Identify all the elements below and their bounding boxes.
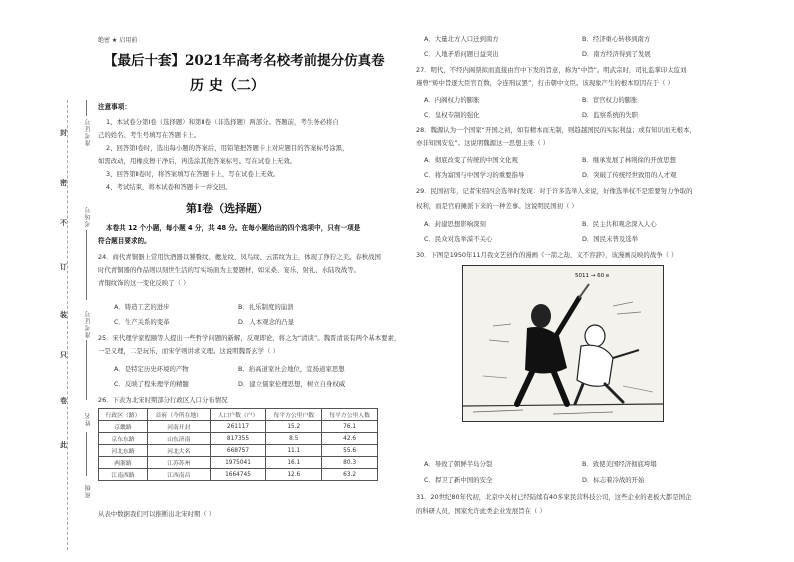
- binding-underline-2: [86, 230, 87, 300]
- table-header-row: [99, 409, 378, 421]
- binding-label-2: 考场号: [85, 206, 92, 227]
- table-cell: 261117: [210, 421, 266, 433]
- q25-stem-2: 一是义理，二是玩乐，而宋学则讲求义理。这说明魏晋玄学（ ）: [98, 347, 279, 355]
- table-cell: 江南西路: [99, 469, 148, 481]
- binding-char-5: 装: [60, 311, 67, 319]
- table-cell: 1975041: [210, 457, 266, 469]
- notes-line-1: 1、本试卷分第Ⅰ卷（选择题）和第Ⅱ卷（非选择题）两部分。答题前，考生务必将自: [106, 118, 339, 126]
- q28-stem-1: 28．魏源认为一个国家“开国之初，如有精本而无制，则趋越国民的实际利益；或有知识而无根本，: [416, 126, 696, 134]
- table-cell: 80.3: [322, 457, 378, 469]
- notes-line-3: 2、回答第Ⅰ卷时，选出每小题的答案后，用铅笔把答题卡上对应题目的答案标号涂黑，: [106, 144, 349, 152]
- table-cell: 55.6: [322, 445, 378, 457]
- q27-option-a[interactable]: A．内阁权力的膨胀: [424, 96, 480, 104]
- q29-option-b[interactable]: B．民主共和观念深入人心: [582, 220, 657, 228]
- table-cell: 11.1: [266, 445, 322, 457]
- q24-stem-2: 时代青铜器的作品则以刻世生活的写实场面为主要题材，如采桑、宴乐、射礼、水陆攻战等。: [98, 266, 361, 274]
- q28-option-b[interactable]: B．继承发展了林则徐的开放思想: [582, 156, 676, 164]
- binding-char-4: 订: [60, 263, 67, 271]
- table-header: 行政区（路）: [99, 409, 148, 421]
- table-cell: 8.5: [266, 433, 322, 445]
- prev-option-c[interactable]: C．人地矛盾问题日益突出: [424, 50, 499, 58]
- q29-stem-1: 29．民国初年，记者宋绍四会选举时发现：对于许多选举人来说，好像选举权不是需要努力争取的: [416, 187, 693, 195]
- q30-option-b[interactable]: B．致使美国经济彻底垮塌: [582, 460, 657, 468]
- binding-char-3: 不: [60, 219, 67, 227]
- q27-stem-2: 瑾曾“矫中旨逐大臣官百数，令连刑议罢”，打击朝中文臣。该现象产生的根本原因在于（ ）: [416, 79, 674, 87]
- table-row: [99, 457, 378, 469]
- binding-underline-3: [86, 340, 87, 400]
- table-row: [99, 445, 378, 457]
- table-cell: 山东济南: [148, 433, 211, 445]
- table-cell: 15.2: [266, 421, 322, 433]
- q30-option-a[interactable]: A．导致了朝鲜半岛分裂: [424, 460, 493, 468]
- q28-option-d[interactable]: D．突破了传统经世致用的人才观: [582, 171, 677, 179]
- binding-label-4: 姓名: [85, 412, 92, 426]
- table-cell: 河北东路: [99, 445, 148, 457]
- q24-option-a[interactable]: A．铸造工艺的进步: [114, 303, 170, 311]
- q25-option-c[interactable]: C．反映了程朱理学的精髓: [114, 380, 189, 388]
- binding-label-5: 班级: [85, 484, 92, 498]
- notes-line-6: 4、考试结束，将本试卷和答题卡一并交回。: [106, 183, 232, 191]
- table-cell: 河南开封: [148, 421, 211, 433]
- q30-option-c[interactable]: C．捍卫了新中国的安全: [424, 476, 493, 484]
- table-cell: 668757: [210, 445, 266, 457]
- war-cartoon-image: [462, 265, 664, 422]
- prev-option-a[interactable]: A．大量北方人口迁到南方: [424, 35, 499, 43]
- q24-option-d[interactable]: D．人本观念的凸显: [238, 318, 295, 326]
- table-header: 人口户数（户）: [210, 409, 266, 421]
- exam-title: 【最后十套】2021年高考名校考前提分仿真卷: [104, 53, 385, 69]
- subject-title: 历 史（二）: [190, 78, 265, 94]
- binding-char-8: 此: [60, 441, 67, 449]
- binding-char-1: 封: [60, 129, 67, 137]
- section-1-intro-1: 本卷共 12 个小题，每小题 4 分，共 48 分。在每小题给出的四个选项中，只有一项是: [106, 224, 361, 232]
- table-cell: 42.6: [322, 433, 378, 445]
- q29-stem-2: 权利，而是官府摊派下来的一种差事。这说明民国初（ ）: [416, 202, 578, 210]
- q25-option-b[interactable]: B．抬高道家社会地位，宣扬道家思想: [238, 365, 345, 373]
- binding-label-1: 准考证号: [85, 118, 92, 146]
- binding-underline-4: [86, 432, 87, 476]
- table-header: 每平方公里人数: [322, 409, 378, 421]
- q24-stem-1: 24．商代青铜器上常用饮酒器以饕餮纹、夔龙纹、凤鸟纹、云雷纹为主，体现了狰狞之美。春秋战国: [98, 253, 381, 261]
- table-cell: 63.2: [322, 469, 378, 481]
- binding-dashed-line: [67, 100, 68, 550]
- q27-option-d[interactable]: D．监察系统的失职: [582, 111, 639, 119]
- q25-option-d[interactable]: D．建立儒家伦理思想，树立自身权威: [238, 380, 346, 388]
- q29-option-c[interactable]: C．民众对选举漠不关心: [424, 235, 493, 243]
- cartoon-drawing: [463, 266, 663, 421]
- binding-char-2: 密: [60, 179, 67, 187]
- table-cell: 817355: [210, 433, 266, 445]
- q31-stem-1: 31．20世纪80年代初，北京中关村已经陆续有40多家民营科技公司，这些企业的老板大都是国企: [416, 493, 692, 501]
- notes-line-4: 如需改动，用橡皮擦干净后，再选涂其他答案标号。写在试卷上无效。: [98, 157, 297, 165]
- table-cell: 12.6: [266, 469, 322, 481]
- secret-tag: 绝密 ★ 启用前: [98, 37, 138, 44]
- table-header: 每平方公里户数: [266, 409, 322, 421]
- table-row: [99, 433, 378, 445]
- table-cell: 16.1: [266, 457, 322, 469]
- q25-stem-1: 25．宋代理学家程颐等人提出一些哲学问题的新解，反观即论，将之为“清谈”。魏晋清谈有两个基本要素，: [98, 334, 401, 342]
- table-row: [99, 421, 378, 433]
- q26-stem: 26．下表为北宋时期部分行政区人口分布情况: [98, 396, 228, 404]
- table-header: 首府（今所在地）: [148, 409, 211, 421]
- table-cell: 江西南昌: [148, 469, 211, 481]
- q27-option-b[interactable]: B．宦官权力的膨胀: [582, 96, 638, 104]
- table-cell: 76.1: [322, 421, 378, 433]
- table-cell: 两浙路: [99, 457, 148, 469]
- binding-char-7: 卷: [60, 397, 67, 405]
- notes-line-5: 3、回答第Ⅱ卷时，将答案填写在答题卡上，写在试卷上无效。: [106, 170, 280, 178]
- binding-underline-1: [86, 100, 87, 116]
- table-cell: 1664745: [210, 469, 266, 481]
- section-1-title: 第Ⅰ卷（选择题）: [186, 202, 269, 215]
- q29-option-a[interactable]: A．封建思想影响深刻: [424, 220, 486, 228]
- table-cell: 江苏苏州: [148, 457, 211, 469]
- section-1-intro-2: 符合题目要求的。: [98, 237, 151, 245]
- q24-option-b[interactable]: B．礼乐制度的崩溃: [238, 303, 294, 311]
- q28-option-a[interactable]: A．彻底改变了传统的中国文化观: [424, 156, 518, 164]
- q24-option-c[interactable]: C．生产关系的变革: [114, 318, 170, 326]
- q31-stem-2: 的科研人员，国家允许此类企业发展旨在（ ）: [416, 507, 546, 515]
- binding-label-3: 准考证号: [85, 310, 92, 338]
- table-cell: 河北大名: [148, 445, 211, 457]
- cartoon-caption: 5011 → 60 e: [575, 273, 610, 279]
- q26-footer: 从表中数据我们可以推断出北宋时期（ ）: [98, 510, 216, 518]
- q30-stem: 30．下图是1950年11月我文艺创作的漫画《一箭之劫，义不容辞》，该漫画反映的战争（ ）: [416, 251, 678, 259]
- notes-heading: 注意事项：: [98, 103, 131, 111]
- table-cell: 京东东路: [99, 433, 148, 445]
- q28-option-c[interactable]: C．将为富国与中国学习的重要指导: [424, 171, 525, 179]
- q24-stem-3: 青铜纹饰的这一变化反映了（ ）: [98, 279, 190, 287]
- prev-option-d[interactable]: D．南方经济得到了发展: [582, 50, 651, 58]
- binding-char-6: 只: [60, 351, 67, 359]
- population-table: [98, 408, 378, 481]
- table-row: [99, 469, 378, 481]
- q30-option-d[interactable]: D．标志着冷战的开始: [582, 476, 645, 484]
- q29-option-d[interactable]: D．国民未普及选举: [582, 235, 639, 243]
- q27-stem-1: 27．明代，不经内阁票拟而直接由宫中下发的旨意，称为“中旨”。明武宗时，司礼监掌印太监刘: [416, 66, 687, 74]
- table-cell: 京畿路: [99, 421, 148, 433]
- q28-stem-2: 亦非知国安危”。这说明魏源这一思想主张（ ）: [416, 139, 550, 147]
- notes-line-2: 己的姓名、考生号填写在答题卡上。: [98, 131, 201, 139]
- prev-option-b[interactable]: B．经济重心转移到南方: [582, 35, 651, 43]
- q25-option-a[interactable]: A．是特定历史环境的产物: [114, 365, 189, 373]
- q27-option-c[interactable]: C．皇权专制的强化: [424, 111, 480, 119]
